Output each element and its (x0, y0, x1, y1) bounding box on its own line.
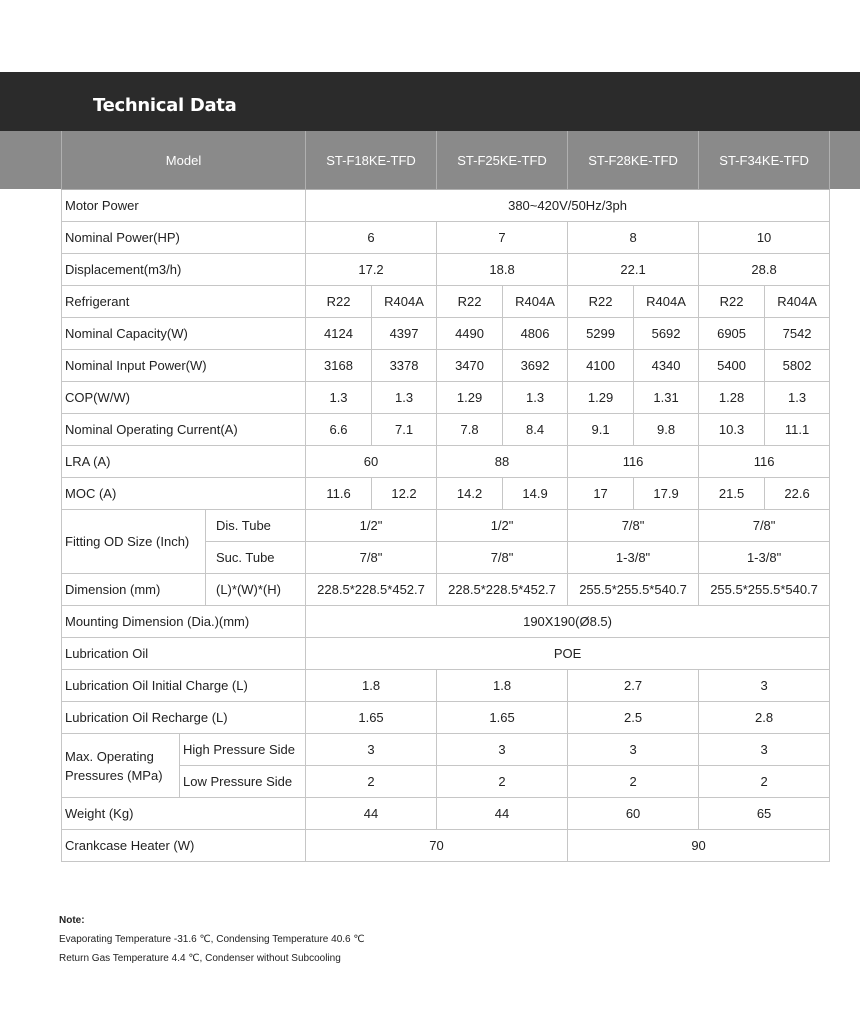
cell: 44 (437, 798, 568, 830)
cell: 3 (699, 670, 830, 702)
cell: 8 (568, 222, 699, 254)
row-dimension (62, 574, 830, 606)
row-nominal-capacity (62, 318, 830, 350)
cell: R22 (699, 286, 765, 318)
cell: 1-3/8" (568, 542, 699, 574)
row-label: COP(W/W) (62, 382, 306, 414)
technical-data-table (61, 131, 830, 862)
cell: R404A (634, 286, 699, 318)
cell: 1.65 (306, 702, 437, 734)
cell: POE (306, 638, 830, 670)
cell: 1-3/8" (699, 542, 830, 574)
cell: R404A (372, 286, 437, 318)
cell: 6905 (699, 318, 765, 350)
cell: 7/8" (699, 510, 830, 542)
row-lra (62, 446, 830, 478)
row-label: Weight (Kg) (62, 798, 306, 830)
cell: 2.5 (568, 702, 699, 734)
cell: 5802 (765, 350, 830, 382)
note-block (59, 911, 365, 968)
cell: R22 (306, 286, 372, 318)
row-oil-charge (62, 670, 830, 702)
row-label: Mounting Dimension (Dia.)(mm) (62, 606, 306, 638)
cell: 4340 (634, 350, 699, 382)
cell: 18.8 (437, 254, 568, 286)
cell: 7/8" (306, 542, 437, 574)
cell: 5692 (634, 318, 699, 350)
row-weight (62, 798, 830, 830)
cell: 4124 (306, 318, 372, 350)
row-cop (62, 382, 830, 414)
pressure-label-line1: Max. Operating (65, 748, 154, 764)
sub-label: High Pressure Side (180, 734, 306, 766)
row-label: Fitting OD Size (Inch) (62, 510, 206, 574)
cell: 22.6 (765, 478, 830, 510)
row-label: Nominal Input Power(W) (62, 350, 306, 382)
cell: 4490 (437, 318, 503, 350)
cell: 28.8 (699, 254, 830, 286)
cell: 11.1 (765, 414, 830, 446)
cell: 7.8 (437, 414, 503, 446)
cell: 1/2" (306, 510, 437, 542)
cell: 3 (306, 734, 437, 766)
cell: 22.1 (568, 254, 699, 286)
cell: 12.2 (372, 478, 437, 510)
cell: 1.3 (306, 382, 372, 414)
model-col-4: ST-F34KE-TFD (699, 131, 830, 190)
cell: 17 (568, 478, 634, 510)
cell: 6 (306, 222, 437, 254)
row-nominal-input-power (62, 350, 830, 382)
sub-label: Low Pressure Side (180, 766, 306, 798)
cell: 2 (306, 766, 437, 798)
row-pressure-high (62, 734, 830, 766)
row-label: Dimension (mm) (62, 574, 206, 606)
cell: 3692 (503, 350, 568, 382)
cell: 1.8 (306, 670, 437, 702)
row-label: LRA (A) (62, 446, 306, 478)
cell: 5299 (568, 318, 634, 350)
model-col-3: ST-F28KE-TFD (568, 131, 699, 190)
row-label: Refrigerant (62, 286, 306, 318)
cell: 2 (568, 766, 699, 798)
page-title: Technical Data (93, 95, 237, 116)
sub-label: Dis. Tube (206, 510, 306, 542)
cell: 1.28 (699, 382, 765, 414)
cell: 7/8" (568, 510, 699, 542)
row-nominal-power (62, 222, 830, 254)
row-label: Crankcase Heater (W) (62, 830, 306, 862)
cell: 380~420V/50Hz/3ph (306, 190, 830, 222)
model-col-1: ST-F18KE-TFD (306, 131, 437, 190)
cell: 14.2 (437, 478, 503, 510)
cell: 1.3 (503, 382, 568, 414)
cell: 5400 (699, 350, 765, 382)
row-oil-recharge (62, 702, 830, 734)
cell: 3 (437, 734, 568, 766)
cell: 255.5*255.5*540.7 (568, 574, 699, 606)
row-motor-power (62, 190, 830, 222)
cell: 3470 (437, 350, 503, 382)
cell: R22 (437, 286, 503, 318)
sub-label: (L)*(W)*(H) (206, 574, 306, 606)
note-heading: Note: (59, 915, 85, 926)
cell: 70 (306, 830, 568, 862)
cell: R404A (503, 286, 568, 318)
cell: 1.3 (765, 382, 830, 414)
cell: 7.1 (372, 414, 437, 446)
cell: 4100 (568, 350, 634, 382)
note-line: Evaporating Temperature -31.6 ℃, Condensing Temperature 40.6 ℃ (59, 934, 365, 945)
row-label: Lubrication Oil Initial Charge (L) (62, 670, 306, 702)
row-refrigerant (62, 286, 830, 318)
model-header: Model (62, 131, 306, 190)
row-label: Displacement(m3/h) (62, 254, 306, 286)
cell: R22 (568, 286, 634, 318)
cell: 116 (568, 446, 699, 478)
cell: 14.9 (503, 478, 568, 510)
row-mounting (62, 606, 830, 638)
cell: 9.1 (568, 414, 634, 446)
cell: 6.6 (306, 414, 372, 446)
row-lubrication-oil (62, 638, 830, 670)
cell: 7/8" (437, 542, 568, 574)
cell: 65 (699, 798, 830, 830)
cell: 1.29 (437, 382, 503, 414)
pressure-label-line2: Pressures (MPa) (65, 767, 163, 783)
cell: 8.4 (503, 414, 568, 446)
cell: R404A (765, 286, 830, 318)
cell: 1.65 (437, 702, 568, 734)
cell: 60 (568, 798, 699, 830)
cell: 4397 (372, 318, 437, 350)
cell: 60 (306, 446, 437, 478)
cell: 17.2 (306, 254, 437, 286)
cell: 11.6 (306, 478, 372, 510)
cell: 1.8 (437, 670, 568, 702)
row-label: Lubrication Oil (62, 638, 306, 670)
note-line: Return Gas Temperature 4.4 ℃, Condenser without Subcooling (59, 953, 341, 964)
cell: 2 (437, 766, 568, 798)
cell: 21.5 (699, 478, 765, 510)
header-row (62, 131, 830, 190)
cell: 2 (699, 766, 830, 798)
row-operating-current (62, 414, 830, 446)
row-label (62, 734, 180, 798)
cell: 1/2" (437, 510, 568, 542)
row-label: Nominal Power(HP) (62, 222, 306, 254)
row-label: MOC (A) (62, 478, 306, 510)
cell: 3 (699, 734, 830, 766)
cell: 1.3 (372, 382, 437, 414)
row-fitting-dis (62, 510, 830, 542)
cell: 7 (437, 222, 568, 254)
cell: 2.7 (568, 670, 699, 702)
cell: 7542 (765, 318, 830, 350)
cell: 4806 (503, 318, 568, 350)
cell: 17.9 (634, 478, 699, 510)
cell: 116 (699, 446, 830, 478)
cell: 10.3 (699, 414, 765, 446)
cell: 1.29 (568, 382, 634, 414)
cell: 2.8 (699, 702, 830, 734)
row-crankcase (62, 830, 830, 862)
cell: 255.5*255.5*540.7 (699, 574, 830, 606)
row-label: Nominal Operating Current(A) (62, 414, 306, 446)
cell: 9.8 (634, 414, 699, 446)
cell: 1.31 (634, 382, 699, 414)
cell: 90 (568, 830, 830, 862)
model-col-2: ST-F25KE-TFD (437, 131, 568, 190)
cell: 88 (437, 446, 568, 478)
cell: 3378 (372, 350, 437, 382)
cell: 228.5*228.5*452.7 (437, 574, 568, 606)
cell: 190X190(Ø8.5) (306, 606, 830, 638)
row-label: Motor Power (62, 190, 306, 222)
cell: 228.5*228.5*452.7 (306, 574, 437, 606)
cell: 3 (568, 734, 699, 766)
cell: 10 (699, 222, 830, 254)
row-displacement (62, 254, 830, 286)
row-label: Nominal Capacity(W) (62, 318, 306, 350)
cell: 3168 (306, 350, 372, 382)
row-label: Lubrication Oil Recharge (L) (62, 702, 306, 734)
cell: 44 (306, 798, 437, 830)
sub-label: Suc. Tube (206, 542, 306, 574)
row-moc (62, 478, 830, 510)
